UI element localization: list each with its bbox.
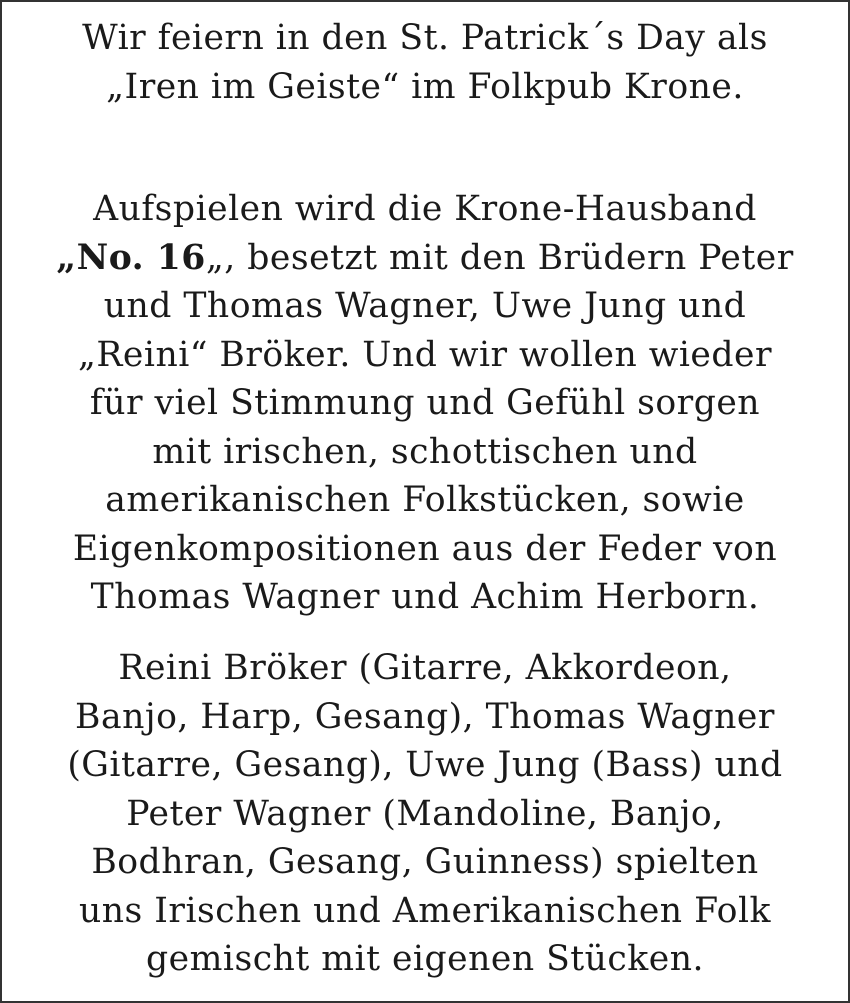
band-line: und Thomas Wagner, Uwe Jung und xyxy=(103,286,747,326)
band-line: für viel Stimmung und Gefühl sorgen xyxy=(89,383,761,423)
band-paragraph xyxy=(2,185,848,622)
band-line: Aufspielen wird die Krone-Hausband xyxy=(93,189,757,229)
band-line: mit irischen, schottischen und xyxy=(152,431,698,472)
lineup-line: (Gitarre, Gesang), Uwe Jung (Bass) und xyxy=(67,745,783,785)
band-name-line xyxy=(7,234,843,283)
band-line: amerikanischen Folkstücken, sowie xyxy=(105,480,745,520)
lineup-line: Reini Bröker (Gitarre, Akkordeon, xyxy=(118,648,732,688)
lineup-line: gemischt mit eigenen Stücken. xyxy=(146,939,704,979)
intro-line: Wir feiern in den St. Patrick´s Day als xyxy=(82,18,768,58)
band-line: Eigenkompositionen aus der Feder von xyxy=(72,528,778,569)
band-name-open-quote: „ xyxy=(56,236,77,278)
band-line: Thomas Wagner und Achim Herborn. xyxy=(90,577,760,617)
lineup-line: Peter Wagner (Mandoline, Banjo, xyxy=(126,793,724,834)
lineup-line: Bodhran, Gesang, Guinness) spielten xyxy=(91,842,759,882)
lineup-line: uns Irischen und Amerikanischen Folk xyxy=(78,890,771,931)
band-name: No. 16 xyxy=(76,236,206,278)
lineup-paragraph xyxy=(2,644,848,984)
intro-paragraph xyxy=(2,14,848,111)
intro-line: „Iren im Geiste“ im Folkpub Krone. xyxy=(106,66,744,107)
band-line: „Reini“ Bröker. Und wir wollen wieder xyxy=(77,334,773,375)
lineup-line: Banjo, Harp, Gesang), Thomas Wagner xyxy=(75,696,775,737)
band-line-rest: „, besetzt mit den Brüdern Peter xyxy=(205,237,794,278)
